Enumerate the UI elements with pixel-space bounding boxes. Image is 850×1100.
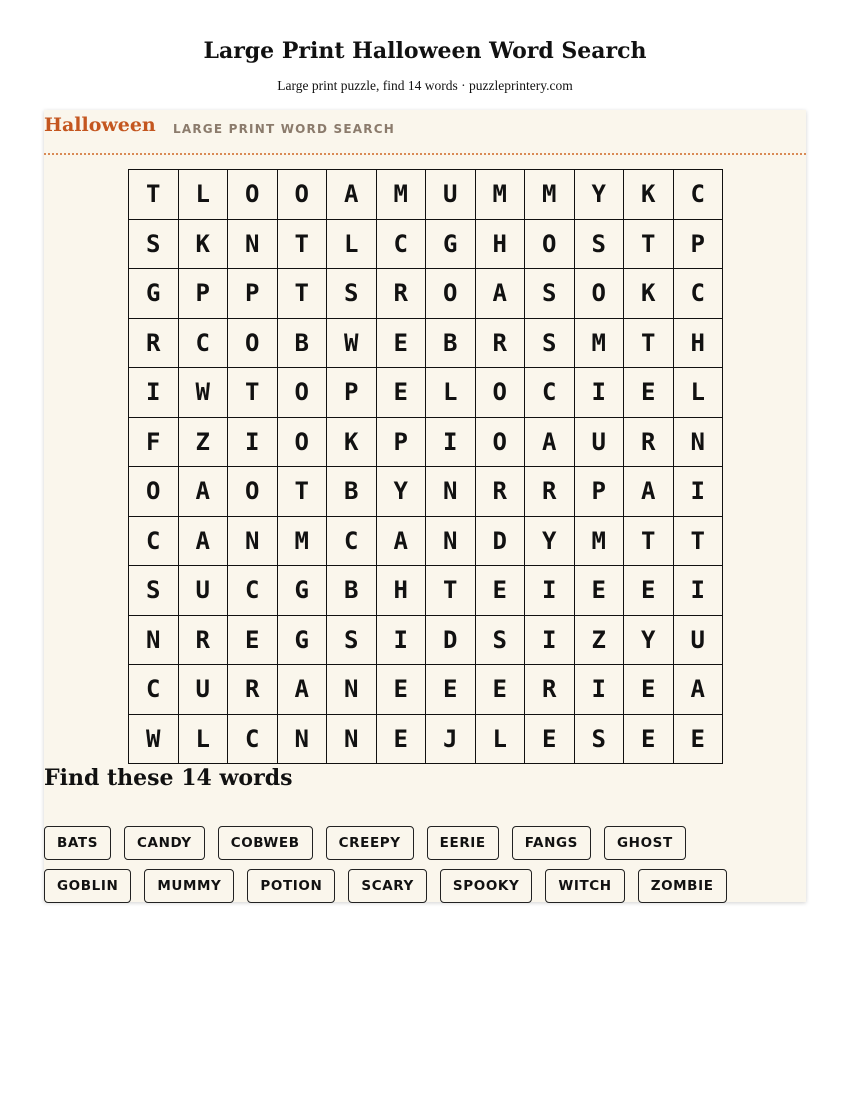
grid-cell[interactable]: A — [525, 418, 575, 468]
grid-cell[interactable]: U — [179, 665, 229, 715]
grid-cell[interactable]: R — [377, 269, 427, 319]
grid-cell[interactable]: M — [377, 170, 427, 220]
grid-cell[interactable]: E — [228, 616, 278, 666]
grid-cell[interactable]: G — [426, 220, 476, 270]
word-chip: POTION — [247, 869, 335, 903]
grid-cell[interactable]: E — [476, 566, 526, 616]
grid-cell[interactable]: C — [129, 517, 179, 567]
grid-cell[interactable]: Y — [525, 517, 575, 567]
grid-cell[interactable]: Z — [179, 418, 229, 468]
grid-cell[interactable]: R — [525, 467, 575, 517]
grid-cell[interactable]: P — [327, 368, 377, 418]
word-chip: SCARY — [348, 869, 427, 903]
word-chip: ZOMBIE — [638, 869, 727, 903]
grid-cell[interactable]: N — [327, 715, 377, 765]
grid-cell[interactable]: M — [525, 170, 575, 220]
grid-cell[interactable]: C — [129, 665, 179, 715]
grid-cell[interactable]: O — [476, 418, 526, 468]
grid-cell[interactable]: C — [179, 319, 229, 369]
grid-cell[interactable]: E — [525, 715, 575, 765]
grid-cell[interactable]: M — [575, 319, 625, 369]
grid-cell[interactable]: I — [377, 616, 427, 666]
grid-cell[interactable]: N — [228, 220, 278, 270]
grid-cell[interactable]: O — [228, 170, 278, 220]
grid-cell[interactable]: I — [228, 418, 278, 468]
grid-cell[interactable]: R — [179, 616, 229, 666]
grid-cell[interactable]: M — [278, 517, 328, 567]
grid-cell[interactable]: O — [278, 368, 328, 418]
grid-cell[interactable]: W — [179, 368, 229, 418]
grid-cell[interactable]: Z — [575, 616, 625, 666]
grid-cell[interactable]: S — [129, 220, 179, 270]
grid-cell[interactable]: R — [129, 319, 179, 369]
grid-cell[interactable]: S — [327, 269, 377, 319]
grid-cell[interactable]: C — [674, 269, 724, 319]
page-title: Large Print Halloween Word Search — [203, 38, 647, 64]
grid-cell[interactable]: S — [525, 319, 575, 369]
grid-cell[interactable]: E — [624, 566, 674, 616]
grid-cell[interactable]: L — [426, 368, 476, 418]
grid-cell[interactable]: T — [278, 220, 328, 270]
grid-cell[interactable]: U — [575, 418, 625, 468]
word-chip: MUMMY — [144, 869, 234, 903]
grid-cell[interactable]: E — [377, 319, 427, 369]
grid-cell[interactable]: P — [377, 418, 427, 468]
grid-cell[interactable]: B — [278, 319, 328, 369]
grid-cell[interactable]: L — [179, 715, 229, 765]
grid-cell[interactable]: R — [476, 319, 526, 369]
word-chip: CANDY — [124, 826, 205, 860]
grid-cell[interactable]: T — [426, 566, 476, 616]
word-chip: WITCH — [545, 869, 624, 903]
grid-cell[interactable]: M — [476, 170, 526, 220]
grid-cell[interactable]: O — [129, 467, 179, 517]
grid-cell[interactable]: O — [426, 269, 476, 319]
grid-cell[interactable]: E — [624, 368, 674, 418]
grid-cell[interactable]: C — [327, 517, 377, 567]
grid-cell[interactable]: I — [674, 467, 724, 517]
grid-cell[interactable]: T — [624, 319, 674, 369]
grid-cell[interactable]: S — [129, 566, 179, 616]
grid-cell[interactable]: S — [327, 616, 377, 666]
grid-cell[interactable]: O — [228, 319, 278, 369]
grid-cell[interactable]: A — [327, 170, 377, 220]
grid-cell[interactable]: S — [575, 715, 625, 765]
word-chip: CREEPY — [326, 826, 414, 860]
grid-cell[interactable]: N — [327, 665, 377, 715]
grid-cell[interactable]: I — [674, 566, 724, 616]
grid-cell[interactable]: N — [426, 467, 476, 517]
grid-cell[interactable]: A — [476, 269, 526, 319]
grid-cell[interactable]: G — [278, 566, 328, 616]
word-chip: GOBLIN — [44, 869, 131, 903]
puzzle-kind-label: LARGE PRINT WORD SEARCH — [173, 122, 395, 136]
grid-cell[interactable]: P — [575, 467, 625, 517]
grid-cell[interactable]: E — [624, 665, 674, 715]
grid-cell[interactable]: S — [525, 269, 575, 319]
grid-cell[interactable]: N — [228, 517, 278, 567]
grid-cell[interactable]: O — [278, 170, 328, 220]
puzzle-card — [44, 110, 806, 902]
grid-cell[interactable]: W — [129, 715, 179, 765]
grid-cell[interactable]: N — [674, 418, 724, 468]
theme-title: Halloween — [44, 114, 156, 136]
grid-cell[interactable]: O — [476, 368, 526, 418]
grid-cell[interactable]: M — [575, 517, 625, 567]
grid-cell[interactable]: G — [129, 269, 179, 319]
grid-cell[interactable]: D — [426, 616, 476, 666]
grid-cell[interactable]: H — [377, 566, 427, 616]
grid-cell[interactable]: K — [179, 220, 229, 270]
grid-cell[interactable]: E — [377, 715, 427, 765]
grid-cell[interactable]: F — [129, 418, 179, 468]
grid-cell[interactable]: S — [476, 616, 526, 666]
letter-grid — [128, 169, 723, 764]
grid-cell[interactable]: Y — [575, 170, 625, 220]
word-chip: COBWEB — [218, 826, 313, 860]
grid-cell[interactable]: T — [278, 269, 328, 319]
grid-cell[interactable]: A — [624, 467, 674, 517]
grid-cell[interactable]: R — [624, 418, 674, 468]
grid-cell[interactable]: E — [377, 368, 427, 418]
grid-cell[interactable]: T — [674, 517, 724, 567]
grid-cell[interactable]: P — [674, 220, 724, 270]
grid-cell[interactable]: I — [575, 665, 625, 715]
grid-cell[interactable]: A — [674, 665, 724, 715]
grid-cell[interactable]: E — [476, 665, 526, 715]
grid-cell[interactable]: A — [179, 467, 229, 517]
grid-cell[interactable]: C — [377, 220, 427, 270]
grid-cell[interactable]: C — [228, 715, 278, 765]
grid-cell[interactable]: R — [525, 665, 575, 715]
grid-cell[interactable]: L — [179, 170, 229, 220]
grid-cell[interactable]: R — [228, 665, 278, 715]
grid-cell[interactable]: T — [228, 368, 278, 418]
grid-cell[interactable]: P — [179, 269, 229, 319]
grid-cell[interactable]: I — [575, 368, 625, 418]
grid-cell[interactable]: A — [179, 517, 229, 567]
grid-cell[interactable]: U — [426, 170, 476, 220]
grid-cell[interactable]: Y — [377, 467, 427, 517]
word-chip: FANGS — [512, 826, 591, 860]
word-chip: EERIE — [427, 826, 499, 860]
grid-cell[interactable]: T — [278, 467, 328, 517]
grid-cell[interactable]: A — [278, 665, 328, 715]
grid-cell[interactable]: E — [624, 715, 674, 765]
word-list-heading: Find these 14 words — [44, 765, 293, 791]
grid-cell[interactable]: H — [674, 319, 724, 369]
grid-cell[interactable]: I — [129, 368, 179, 418]
grid-cell[interactable]: O — [575, 269, 625, 319]
grid-cell[interactable]: L — [674, 368, 724, 418]
word-chip: SPOOKY — [440, 869, 532, 903]
grid-cell[interactable]: B — [327, 566, 377, 616]
word-list — [44, 826, 784, 903]
grid-cell[interactable]: P — [228, 269, 278, 319]
word-chip: GHOST — [604, 826, 686, 860]
grid-cell[interactable]: E — [426, 665, 476, 715]
grid-cell[interactable]: O — [525, 220, 575, 270]
grid-cell[interactable]: A — [377, 517, 427, 567]
grid-cell[interactable]: C — [525, 368, 575, 418]
grid-cell[interactable]: E — [377, 665, 427, 715]
grid-cell[interactable]: B — [327, 467, 377, 517]
grid-cell[interactable]: L — [476, 715, 526, 765]
grid-cell[interactable]: C — [674, 170, 724, 220]
grid-cell[interactable]: T — [129, 170, 179, 220]
grid-cell[interactable]: U — [674, 616, 724, 666]
grid-cell[interactable]: J — [426, 715, 476, 765]
grid-cell[interactable]: G — [278, 616, 328, 666]
word-chip: BATS — [44, 826, 111, 860]
grid-cell[interactable]: N — [278, 715, 328, 765]
grid-cell[interactable]: C — [228, 566, 278, 616]
grid-cell[interactable]: N — [129, 616, 179, 666]
grid-cell[interactable]: E — [674, 715, 724, 765]
grid-cell[interactable]: T — [624, 517, 674, 567]
grid-cell[interactable]: N — [426, 517, 476, 567]
grid-cell[interactable]: B — [426, 319, 476, 369]
grid-cell[interactable]: E — [575, 566, 625, 616]
grid-cell[interactable]: R — [476, 467, 526, 517]
grid-cell[interactable]: H — [476, 220, 526, 270]
grid-cell[interactable]: W — [327, 319, 377, 369]
card-header — [44, 110, 806, 155]
grid-cell[interactable]: Y — [624, 616, 674, 666]
grid-cell[interactable]: K — [624, 269, 674, 319]
grid-cell[interactable]: S — [575, 220, 625, 270]
grid-cell[interactable]: O — [228, 467, 278, 517]
grid-cell[interactable]: L — [327, 220, 377, 270]
grid-cell[interactable]: K — [624, 170, 674, 220]
grid-cell[interactable]: I — [426, 418, 476, 468]
grid-cell[interactable]: I — [525, 566, 575, 616]
page-subtitle: Large print puzzle, find 14 words · puzzleprintery.com — [277, 78, 573, 93]
grid-cell[interactable]: T — [624, 220, 674, 270]
grid-cell[interactable]: K — [327, 418, 377, 468]
grid-cell[interactable]: O — [278, 418, 328, 468]
grid-cell[interactable]: I — [525, 616, 575, 666]
grid-cell[interactable]: U — [179, 566, 229, 616]
grid-cell[interactable]: D — [476, 517, 526, 567]
